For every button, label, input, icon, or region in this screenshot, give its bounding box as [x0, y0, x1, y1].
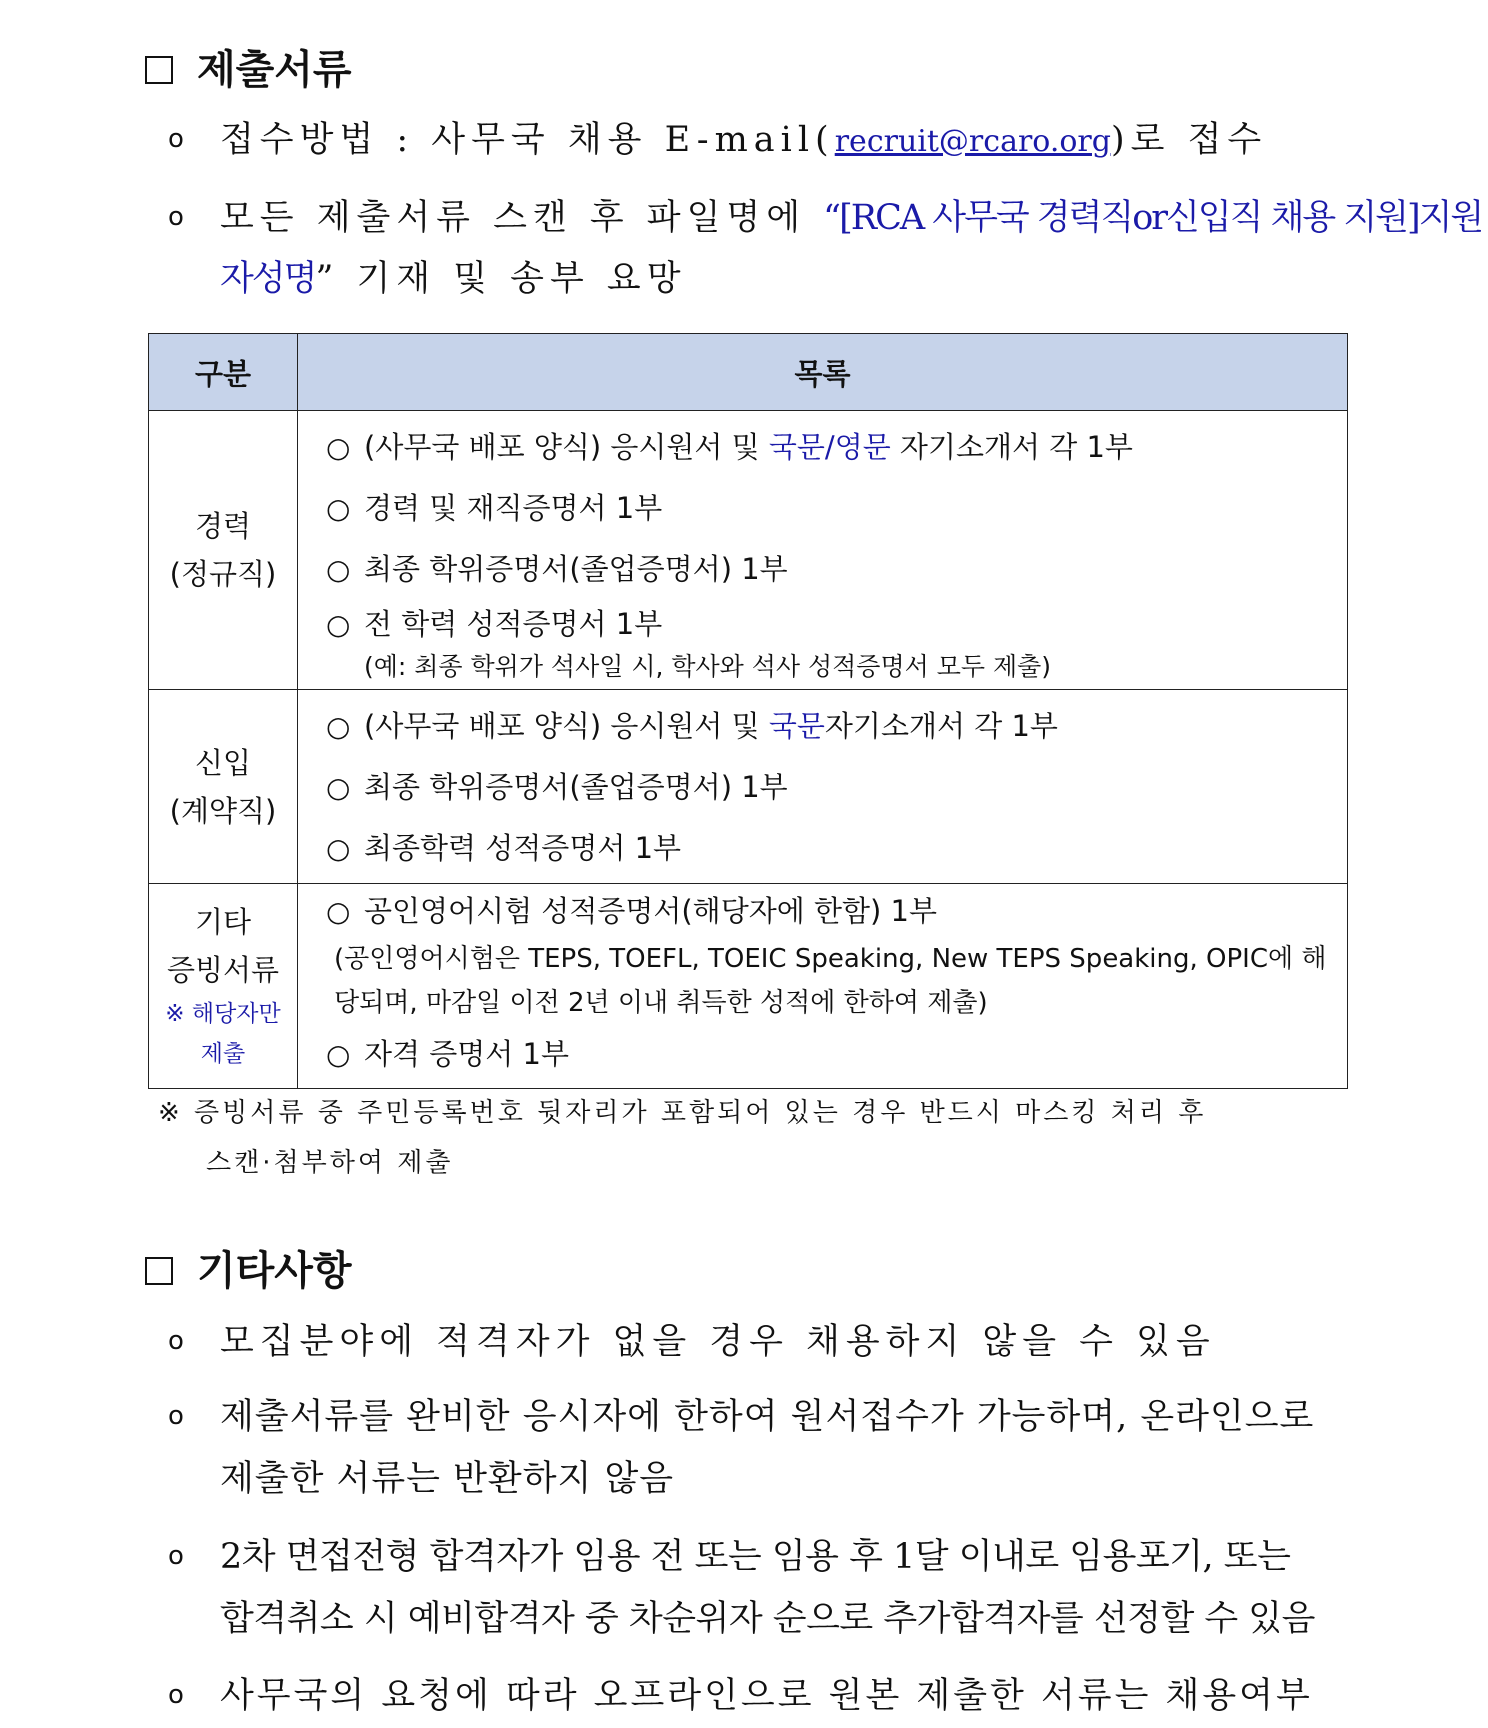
section-title: 제출서류 — [197, 47, 352, 93]
recruit-email-link[interactable]: recruit@rcaro.org — [834, 124, 1111, 159]
section-heading-other — [145, 1247, 352, 1295]
bullet-interview-alternate: o 2차 면접전형 합격자가 임용 전 또는 임용 후 1달 이내로 임용포기, 또는 — [168, 1525, 1348, 1589]
table-row — [149, 690, 1348, 884]
list-item: ○ (사무국 배포 양식) 응시원서 및 국문/영문 자기소개서 각 1부 — [326, 430, 1133, 464]
bullet-complete-docs-cont: 제출한 서류는 반환하지 않음 — [220, 1459, 675, 1499]
bullet-complete-docs: o 제출서류를 완비한 응시자에 한하여 원서접수가 가능하며, 온라인으로 — [168, 1385, 1348, 1449]
header-category: 구분 — [149, 334, 298, 411]
list-item: ○ 전 학력 성적증명서 1부 — [326, 607, 663, 641]
list-item: ○ 최종 학위증명서(졸업증명서) 1부 — [326, 770, 788, 804]
section-heading-submission — [145, 46, 352, 94]
list-etc — [298, 884, 1348, 1089]
bullet-icon: o — [168, 1541, 184, 1571]
bullet-icon: o — [168, 1401, 184, 1431]
header-list: 목록 — [298, 334, 1348, 411]
list-item: ○ 최종 학위증명서(졸업증명서) 1부 — [326, 552, 788, 586]
bullet-icon: o — [168, 202, 184, 232]
table-row — [149, 411, 1348, 690]
list-item: ○ 공인영어시험 성적증명서(해당자에 한함) 1부 — [326, 894, 937, 928]
list-newhire — [298, 690, 1348, 884]
documents-table — [148, 333, 1348, 1089]
list-item-note: (공인영어시험은 TEPS, TOEFL, TOEIC Speaking, New TEPS Speaking, OPIC에 해당되며, 마감일 이전 2년 이내 취득한 성적에 한하여 제출) — [334, 944, 1327, 1018]
list-item: ○ 최종학력 성적증명서 1부 — [326, 831, 682, 865]
list-item-note: (예: 최종 학위가 석사일 시, 학사와 석사 성적증명서 모두 제출) — [364, 652, 1051, 681]
list-career — [298, 411, 1348, 690]
category-newhire: 신입 (계약직) — [149, 690, 298, 884]
bullet-application-method: o 접수방법 : 사무국 채용 E-mail(recruit@rcaro.org)로 접수 — [168, 108, 1348, 173]
table-header-row — [149, 334, 1348, 411]
bullet-original-docs: o 사무국의 요청에 따라 오프라인으로 원본 제출한 서류는 채용여부 — [168, 1664, 1348, 1728]
bullet-icon: o — [168, 124, 184, 154]
list-item: ○ 경력 및 재직증명서 1부 — [326, 491, 663, 525]
table-row — [149, 884, 1348, 1089]
bullet-filename-rule: o 모든 제출서류 스캔 후 파일명에 “[RCA 사무국 경력직or신입직 채용 지원]지원 — [168, 186, 1348, 250]
category-career: 경력 (정규직) — [149, 411, 298, 690]
bullet-icon: o — [168, 1680, 184, 1710]
section-title: 기타사항 — [197, 1248, 352, 1294]
checkbox-icon — [145, 1257, 173, 1285]
bullet-icon: o — [168, 1326, 184, 1356]
category-etc: 기타 증빙서류 ※ 해당자만 제출 — [149, 884, 298, 1089]
bullet-no-qualified: o 모집분야에 적격자가 없을 경우 채용하지 않을 수 있음 — [168, 1310, 1348, 1374]
list-item: ○ (사무국 배포 양식) 응시원서 및 국문자기소개서 각 1부 — [326, 709, 1058, 743]
list-item: ○ 자격 증명서 1부 — [326, 1037, 569, 1071]
bullet-interview-alternate-cont: 합격취소 시 예비합격자 중 차순위자 순으로 추가합격자를 선정할 수 있음 — [220, 1599, 1315, 1639]
checkbox-icon — [145, 56, 173, 84]
footnote-masking: ※ 증빙서류 중 주민등록번호 뒷자리가 포함되어 있는 경우 반드시 마스킹 처리 후 스캔·첨부하여 제출 — [158, 1098, 1207, 1178]
bullet-filename-rule-cont: 자성명” 기재 및 송부 요망 — [220, 259, 687, 299]
